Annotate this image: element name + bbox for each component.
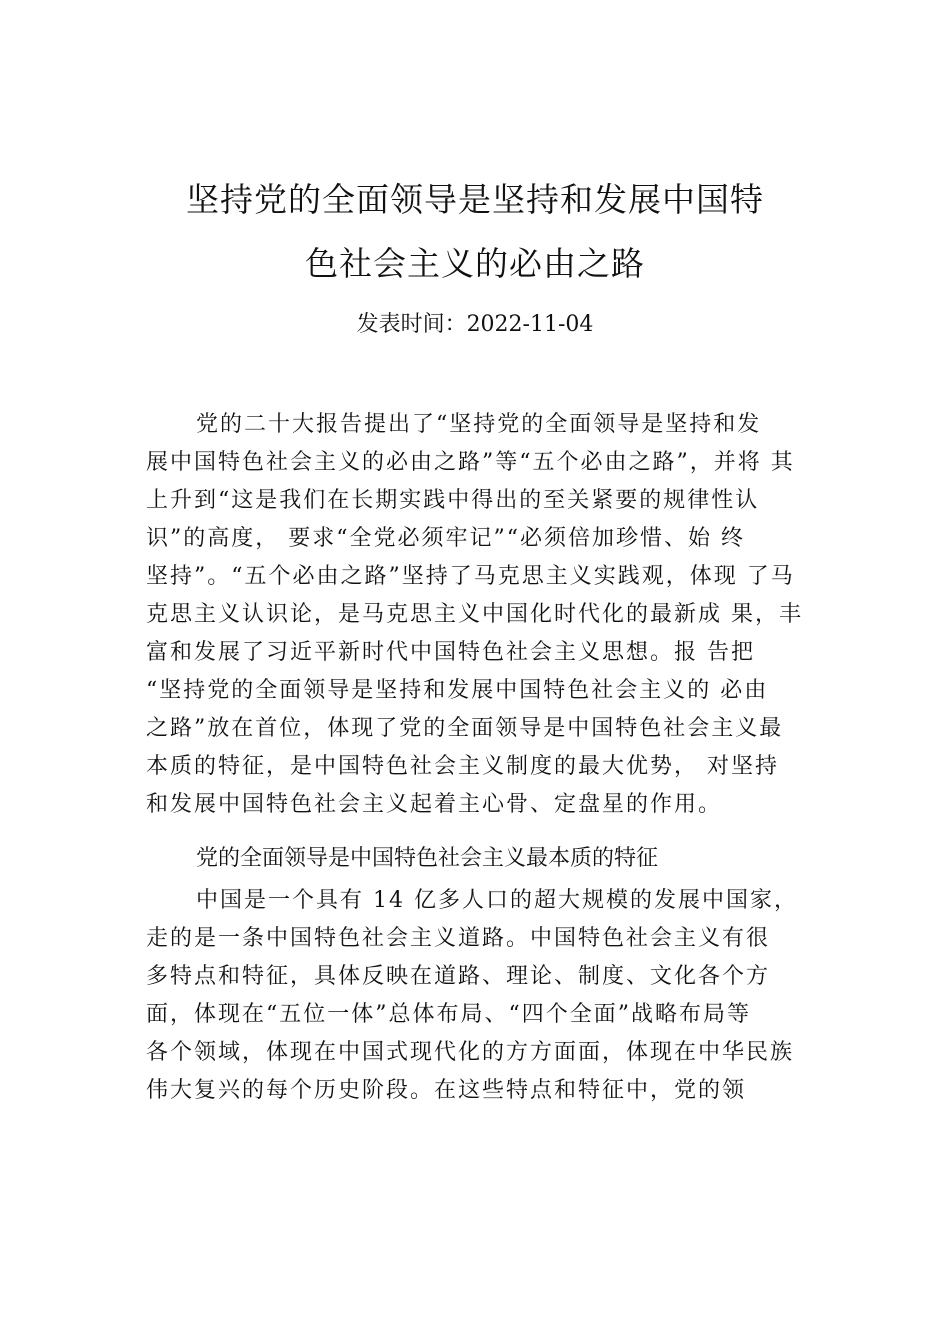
paragraph-1-line: 本质的特征，是中国特色社会主义制度的最大优势， 对坚持 (146, 754, 779, 779)
paragraph-2-line: 伟大复兴的每个历史阶段。在这些特点和特征中，党的领 (146, 1078, 747, 1103)
paragraph-2-line: 各个领域，体现在中国式现代化的方方面面，体现在中华民族 (146, 1040, 795, 1065)
paragraph-1-line: 富和发展了习近平新时代中国特色社会主义思想。报 告把 (146, 640, 755, 665)
paragraph-2-line: 多特点和特征，具体反映在道路、理论、制度、文化各个方 (146, 964, 771, 989)
paragraph-1-line: 展中国特色社会主义的必由之路”等“五个必由之路”，并将 其 (146, 450, 795, 475)
paragraph-1-line: 识”的高度， 要求“全党必须牢记”“必须倍加珍惜、始 终 (146, 526, 745, 551)
section-heading: 党的全面领导是中国特色社会主义最本质的特征 (196, 846, 659, 871)
paragraph-1-line: 党的二十大报告提出了“坚持党的全面领导是坚持和发 (196, 412, 762, 437)
document-title-line-1: 坚持党的全面领导是坚持和发展中国特 (186, 180, 764, 219)
paragraph-2-line: 中国是一个具有 14 亿多人口的超大规模的发展中国家， (196, 888, 798, 913)
paragraph-2-line: 面，体现在“五位一体”总体布局、“四个全面”战略布局等 (146, 1002, 751, 1027)
publish-date: 发表时间：2022-11-04 (356, 312, 594, 337)
paragraph-1 (146, 406, 836, 824)
document-title-line-2: 色社会主义的必由之路 (305, 244, 645, 283)
paragraph-2-line: 走的是一条中国特色社会主义道路。中国特色社会主义有很 (146, 926, 771, 951)
paragraph-1-line: 之路”放在首位，体现了党的全面领导是中国特色社会主义最 (146, 716, 784, 741)
paragraph-1-line: “坚持党的全面领导是坚持和发展中国特色社会主义的 必由 (146, 678, 769, 703)
paragraph-2 (146, 882, 836, 1110)
paragraph-1-line: 和发展中国特色社会主义起着主心骨、定盘星的作用。 (146, 792, 723, 817)
paragraph-1-line: 坚持”。“五个必由之路”坚持了马克思主义实践观，体现 了马 (146, 564, 795, 589)
paragraph-1-line: 克思主义认识论，是马克思主义中国化时代化的最新成 果，丰 (146, 602, 803, 627)
paragraph-1-line: 上升到“这是我们在长期实践中得出的至关紧要的规律性认 (146, 488, 760, 513)
